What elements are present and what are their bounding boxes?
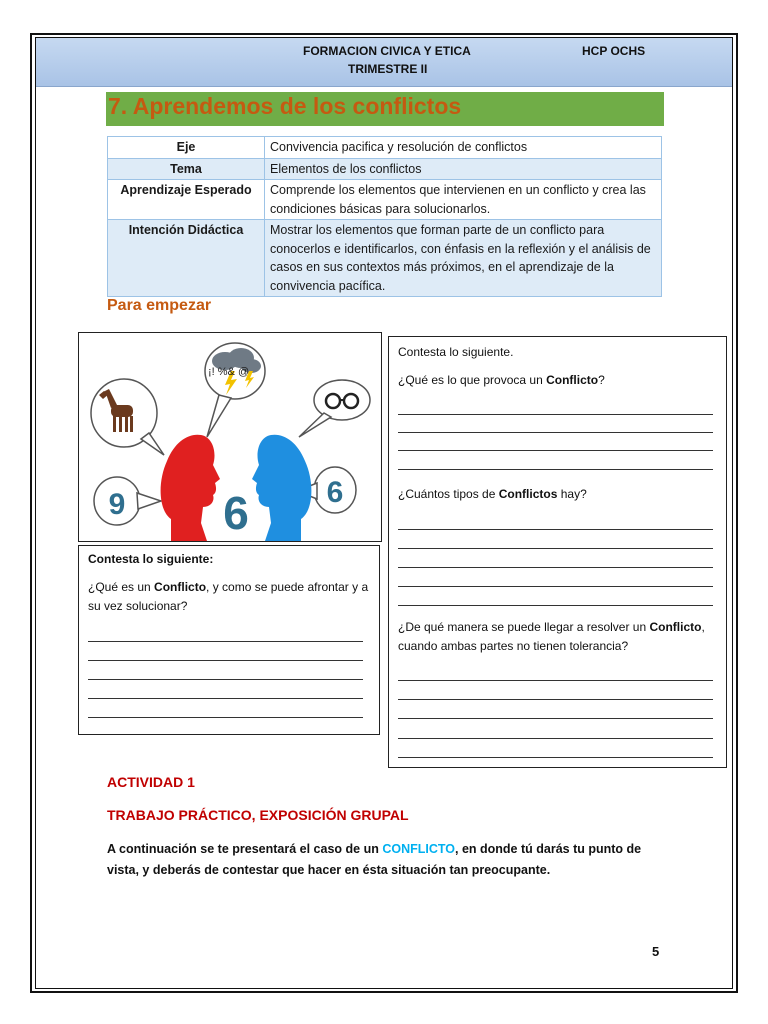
question-1: ¿Qué es lo que provoca un Conflicto? [398, 373, 605, 387]
answer-line[interactable] [398, 548, 713, 549]
header-term: TRIMESTRE II [348, 62, 428, 76]
illustration-box [78, 332, 382, 542]
left-prompt: Contesta lo siguiente: [88, 552, 214, 566]
row-key: Intención Didáctica [108, 220, 265, 297]
answer-line[interactable] [398, 757, 713, 758]
answer-line[interactable] [398, 718, 713, 719]
answer-line[interactable] [398, 567, 713, 568]
number-nine-bubble-icon [94, 477, 161, 525]
header-tag: HCP OCHS [582, 44, 646, 58]
left-question: ¿Qué es un Conflicto, y como se puede afrontar y a su vez solucionar? [88, 580, 369, 613]
left-question-box [78, 545, 380, 735]
row-value: Mostrar los elementos que forman parte de un conflicto para conocerlos e identificarlos, con énfasis en la reflexión y el análisis de casos en sus contextos más próximos, en el aprendizaje de la convivencia pacífica. [265, 220, 662, 297]
answer-line[interactable] [398, 586, 713, 587]
table-row [108, 220, 662, 297]
conflict-illustration [79, 333, 381, 541]
row-value: Convivencia pacifica y resolución de conflictos [265, 137, 662, 159]
answer-line[interactable] [88, 679, 363, 680]
activity-label: ACTIVIDAD 1 [107, 774, 195, 790]
table-row [108, 158, 662, 180]
horse-bubble-icon [91, 379, 164, 455]
section-heading: Para empezar [107, 297, 212, 314]
answer-line[interactable] [398, 414, 713, 415]
row-key: Eje [108, 137, 265, 159]
answer-line[interactable] [398, 432, 713, 433]
answer-line[interactable] [398, 469, 713, 470]
answer-line[interactable] [88, 641, 363, 642]
question-3: ¿De qué manera se puede llegar a resolver un Conflicto, cuando ambas partes no tienen tolerancia? [398, 620, 705, 653]
question-2: ¿Cuántos tipos de Conflictos hay? [398, 487, 587, 501]
number-bottom: 6 [223, 487, 249, 539]
number-left: 9 [108, 488, 126, 521]
answer-line[interactable] [398, 450, 713, 451]
answer-line[interactable] [88, 660, 363, 661]
row-key: Tema [108, 158, 265, 180]
table-row [108, 180, 662, 220]
answer-line[interactable] [88, 717, 363, 718]
answer-line[interactable] [398, 529, 713, 530]
table-row [108, 137, 662, 159]
answer-line[interactable] [398, 738, 713, 739]
header-subject: FORMACION CIVICA Y ETICA [303, 44, 471, 58]
conflict-highlight: CONFLICTO [382, 842, 455, 856]
right-prompt: Contesta lo siguiente. [398, 345, 514, 359]
answer-line[interactable] [88, 698, 363, 699]
row-value: Elementos de los conflictos [265, 158, 662, 180]
row-key: Aprendizaje Esperado [108, 180, 265, 220]
info-table [107, 136, 662, 297]
right-question-box [388, 336, 727, 768]
row-value: Comprende los elementos que intervienen en un conflicto y crea las condiciones básicas para solucionarlos. [265, 180, 662, 220]
cloud-symbols: ¡! %& @ [208, 366, 250, 378]
blue-head-icon [252, 435, 311, 541]
answer-line[interactable] [398, 680, 713, 681]
activity-intro: A continuación se te presentará el caso de un CONFLICTO, en donde tú darás tu punto de vista, y deberás de contestar que hacer en ésta situación tan preocupante. [107, 842, 642, 877]
page-number: 5 [652, 944, 660, 959]
page-title: 7. Aprendemos de los conflictos [108, 93, 462, 119]
red-head-icon [161, 435, 220, 541]
answer-line[interactable] [398, 605, 713, 606]
storm-cloud-bubble-icon [205, 343, 265, 437]
glasses-bubble-icon [299, 380, 370, 437]
answer-line[interactable] [398, 699, 713, 700]
number-right: 6 [326, 476, 344, 509]
activity-subtitle: TRABAJO PRÁCTICO, EXPOSICIÓN GRUPAL [107, 807, 409, 823]
